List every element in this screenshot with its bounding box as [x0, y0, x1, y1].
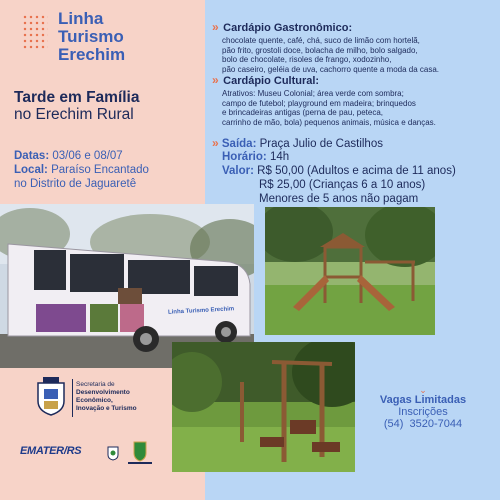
- footer-logos: [20, 375, 170, 495]
- menu-gastro-line: pão frito, grostoli doce, bolacha de milho, bolo salgado,: [222, 45, 418, 55]
- menu-cultural-line: campo de futebol; playground em madeira; brinquedos: [222, 98, 416, 108]
- brand-line-1: Linha: [58, 9, 104, 28]
- menu-gastro-line: chocolate quente, café, chá, suco de limão com hortelã,: [222, 36, 420, 45]
- menu-cultural: [212, 71, 436, 127]
- menu-cultural-title: Cardápio Cultural:: [223, 75, 320, 87]
- valor-row: [222, 164, 456, 179]
- garden-photo: [172, 342, 355, 472]
- valor-criancas: R$ 25,00 (Crianças 6 a 10 anos): [259, 179, 426, 191]
- menu-cultural-line: carrinho de mão, bola) pequenos animais, música e danças.: [222, 117, 436, 127]
- dot-grid-icon: [22, 14, 48, 50]
- menu-gastronomico: [212, 18, 439, 74]
- horario-label: Horário:: [222, 151, 267, 163]
- saida-label: Saída:: [221, 138, 257, 150]
- menu-cultural-line: e brincadeiras antigas (perna de pau, peteca,: [222, 108, 383, 117]
- secretaria-label: Secretaria de: [76, 381, 115, 388]
- brand-line-3: Erechim: [58, 45, 126, 64]
- phone-number: (54) 3520-7044: [383, 418, 463, 430]
- event-title: Tarde em Família: [14, 89, 140, 106]
- horario-row: [222, 150, 289, 165]
- chevron-right-icon: »: [212, 136, 219, 150]
- emblem-icon: [106, 445, 120, 461]
- emater-logo: EMATER/RS: [20, 445, 82, 457]
- menu-gastro-line: bolo de chocolate, risoles de frango, xodozinho,: [222, 55, 392, 64]
- valor-label: Valor:: [222, 165, 254, 177]
- location-value: Paraíso Encantado: [51, 164, 149, 176]
- menu-cultural-line: Atrativos: Museu Colonial; área verde com sombra;: [222, 89, 404, 98]
- saida-value: Praça Julio de Castilhos: [259, 138, 383, 150]
- secretaria-name-1: Desenvolvimento: [76, 389, 130, 396]
- event-subtitle: no Erechim Rural: [14, 106, 134, 123]
- coat-of-arms-icon: [34, 377, 68, 417]
- valor-menores: Menores de 5 anos não pagam: [259, 193, 419, 205]
- chevron-down-icon: ⌄: [419, 385, 427, 395]
- menu-gastro-line: pão caseiro, geléia de uva, cachorro quente a moda da casa.: [222, 64, 440, 74]
- chevron-right-icon: »: [212, 73, 219, 87]
- chevron-right-icon: »: [212, 20, 219, 34]
- valor-adultos: R$ 50,00 (Adultos e acima de 11 anos): [257, 165, 456, 177]
- playground-photo: [265, 207, 435, 335]
- dates-row: [14, 150, 123, 162]
- dates-value: 03/06 e 08/07: [52, 150, 123, 162]
- footer-divider: [72, 379, 73, 417]
- vagas-title: Vagas Limitadas: [379, 394, 467, 406]
- vagas-block: [368, 386, 478, 430]
- brand-line-2: Turismo: [58, 27, 124, 46]
- location-label: Local:: [14, 164, 48, 176]
- dates-label: Datas:: [14, 150, 50, 162]
- menu-gastronomico-title: Cardápio Gastronômico:: [223, 22, 353, 34]
- location-row: [14, 164, 149, 176]
- location-value-2: no Distrito de Jaguaretê: [14, 178, 137, 190]
- state-seal-icon: [126, 441, 154, 465]
- secretaria-name-2: Econômico,: [76, 397, 113, 404]
- horario-value: 14h: [269, 151, 290, 163]
- inscricoes-label: Inscrições: [398, 406, 448, 418]
- secretaria-name-3: Inovação e Turismo: [76, 405, 137, 412]
- bus-label: Linha Turismo Erechim: [167, 306, 235, 316]
